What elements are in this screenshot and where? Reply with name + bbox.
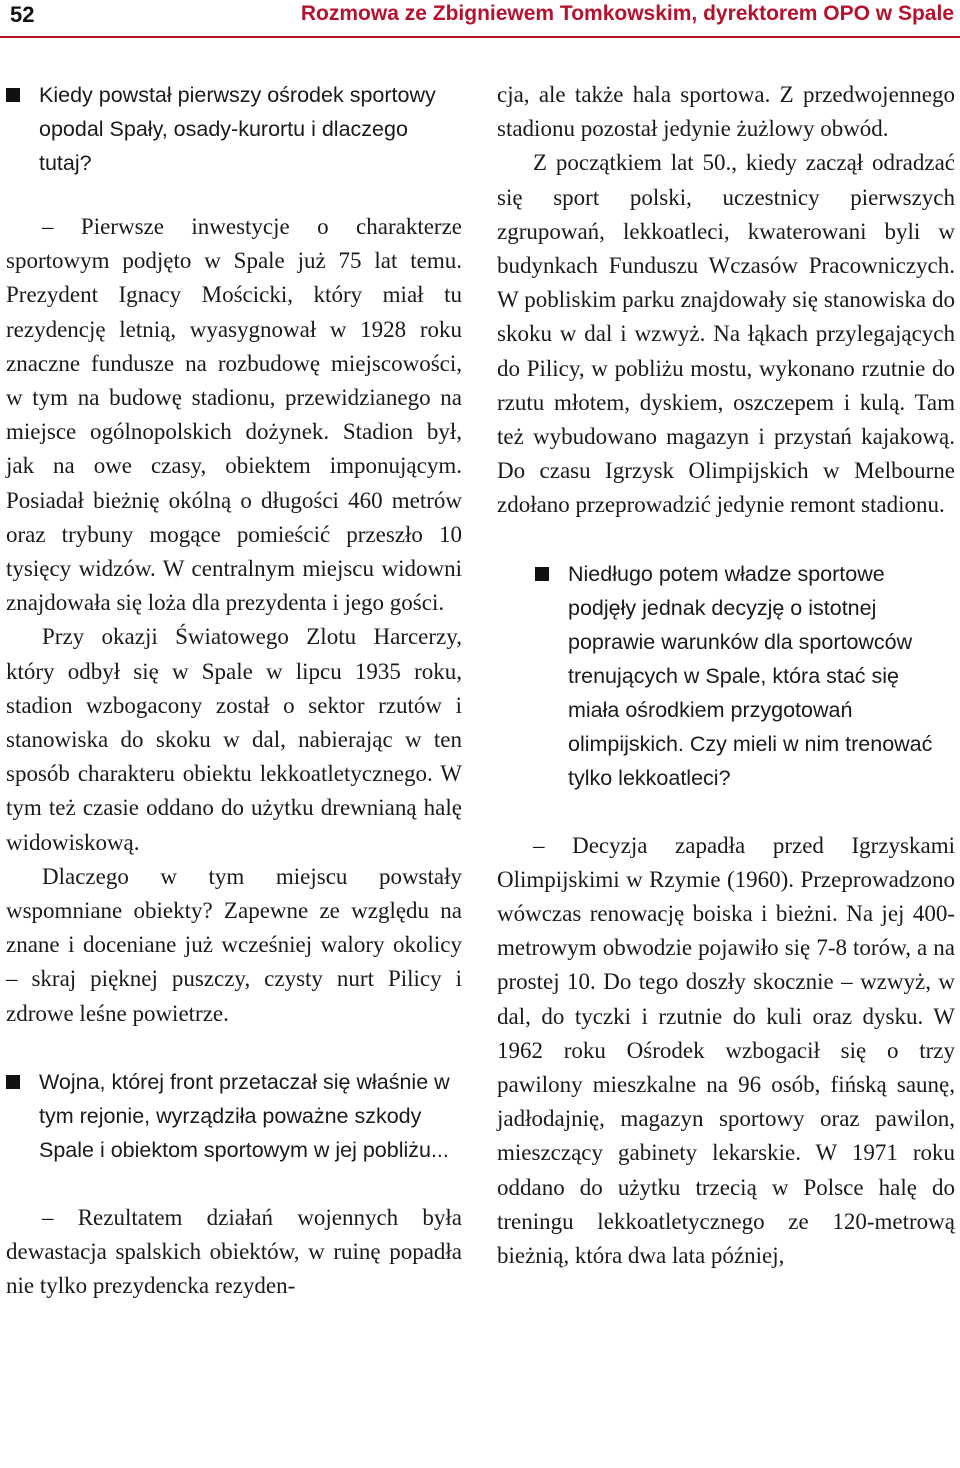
answer-1-paragraph-1: – Pierwsze inwestycje o charakterze sportowym podjęto w Spale już 75 lat temu. Prezydent Ignacy Mościcki, który miał tu rezydencję letnią, wyasygnował w 1928 roku znaczne fundusze na rozbudowę miejscowości, w tym na budowę stadionu, przewidzianego na miejsce ogólnopolskich dożynek. Stadion był, jak na owe czasy, obiektem imponującym. Posiadał bieżnię okólną o długości 460 metrów oraz trybuny mogące pomieścić przeszło 10 tysięcy widzów. W centralnym miejscu widowni znajdowała się loża dla prezydenta i jego gości. xyxy=(6,214,462,616)
question-1 xyxy=(6,78,462,180)
question-2 xyxy=(6,1065,462,1167)
page-header xyxy=(0,0,960,36)
question-3 xyxy=(535,557,955,795)
answer-2-paragraph-1: – Rezultatem działań wojennych była dewastacja spalskich obiektów, w ruinę popadła nie tylko prezydencka rezyden- xyxy=(6,1204,462,1299)
page-number: 52 xyxy=(10,2,35,27)
answer-1-paragraph-3: Dlaczego w tym miejscu powstały wspomniane obiekty? Zapewne ze względu na znane i doceniane już wcześniej walory okolicy – skraj pięknej puszczy, czysty nurt Pilicy i zdrowe leśne powietrze. xyxy=(6,863,462,1026)
answer-3-paragraph-1: – Decyzja zapadła przed Igrzyskami Olimpijskimi w Rzymie (1960). Przeprowadzono wówczas renowację boiska i bieżni. Na jej 400-metrowym obwodzie pojawiło się 7-8 torów, a na prostej 10. Do tego doszły skocznie – wzwyż, w dal, do tyczki i rzutnie do kuli oraz dysku. W 1962 roku Ośrodek wzbogacił się o trzy pawilony mieszkalne na 96 osób, fińską saunę, jadłodajnię, magazyn sportowy oraz pawilon, mieszczący gabinety lekarskie. W 1971 roku oddano do użytku trzecią w Polsce halę do treningu lekkoatletycznego ze 120-metrową bieżnią, która dwa lata później, xyxy=(497,832,955,1269)
right-column xyxy=(497,78,955,1273)
question-2-text: Wojna, której front przetaczał się właśnie w tym rejonie, wyrządziła poważne szkody Spale i obiektom sportowym w jej pobliżu... xyxy=(39,1069,450,1162)
header-rule xyxy=(0,36,960,38)
square-bullet-icon xyxy=(535,567,549,581)
left-column xyxy=(6,78,462,1303)
answer-2-paragraph-2: Z początkiem lat 50., kiedy zaczął odradzać się sport polski, uczestnicy pierwszych zgrupowań, lekkoatleci, kwaterowani byli w budynkach Funduszu Wczasów Pracowniczych. W pobliskim parku znajdowały się stanowiska do skoku w dal i wzwyż. Na łąkach przylegających do Pilicy, w pobliżu mostu, wykonano rzutnie do rzutu młotem, dyskiem, oszczepem i kulą. Tam też wybudowano magazyn i przystań kajakową. Do czasu Igrzysk Olimpijskich w Melbourne zdołano przeprowadzić jedynie remont stadionu. xyxy=(497,150,955,518)
square-bullet-icon xyxy=(6,1075,20,1089)
answer-1-paragraph-2: Przy okazji Światowego Zlotu Harcerzy, który odbył się w Spale w lipcu 1935 roku, stadion wzbogacony został o sektor rzutów i stanowiska do skoku w dal, nabierając w ten sposób charakteru obiektu lekkoatletycznego. W tym też czasie oddano do użytku drewnianą halę widowiskową. xyxy=(6,624,462,855)
running-title: Rozmowa ze Zbigniewem Tomkowskim, dyrektorem OPO w Spale xyxy=(300,2,954,25)
answer-2-continued: cja, ale także hala sportowa. Z przedwojennego stadionu pozostał jedynie żużlowy obwód. xyxy=(497,82,955,142)
question-1-text: Kiedy powstał pierwszy ośrodek sportowy opodal Spały, osady-kurortu i dlaczego tutaj? xyxy=(39,83,436,175)
square-bullet-icon xyxy=(6,88,20,102)
question-3-text: Niedługo potem władze sportowe podjęły jednak decyzję o istotnej poprawie warunków dla sportowców trenujących w Spale, która stać się miała ośrodkiem przygotowań olimpijskich. Czy mieli w nim trenować tylko lekkoatleci? xyxy=(568,561,933,790)
